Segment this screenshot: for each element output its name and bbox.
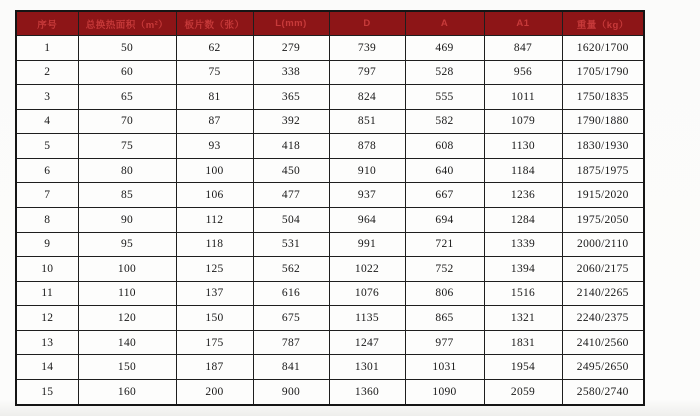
table-cell: 8 [16,207,78,232]
table-cell: 106 [176,183,253,208]
header-row [16,11,644,36]
spec-table [15,10,645,406]
table-cell: 1750/1835 [562,85,644,110]
table-cell: 100 [78,257,176,282]
table-cell: 120 [78,306,176,331]
table-cell: 140 [78,330,176,355]
table-cell: 847 [484,36,562,61]
table-cell: 200 [176,379,253,405]
table-cell: 1831 [484,330,562,355]
column-header: A [405,11,484,36]
table-cell: 187 [176,355,253,380]
table-cell: 1284 [484,207,562,232]
table-row [16,232,644,257]
table-cell: 469 [405,36,484,61]
table-cell: 11 [16,281,78,306]
table-cell: 555 [405,85,484,110]
table-cell: 824 [329,85,405,110]
table-row [16,379,644,405]
table-cell: 2410/2560 [562,330,644,355]
table-cell: 1954 [484,355,562,380]
table-cell: 150 [78,355,176,380]
table-cell: 65 [78,85,176,110]
table-cell: 2060/2175 [562,257,644,282]
table-cell: 616 [253,281,329,306]
table-cell: 87 [176,109,253,134]
table-cell: 81 [176,85,253,110]
table-cell: 2580/2740 [562,379,644,405]
column-header: 重量（kg） [562,11,644,36]
table-cell: 90 [78,207,176,232]
table-cell: 1339 [484,232,562,257]
table-cell: 1790/1880 [562,109,644,134]
table-cell: 1076 [329,281,405,306]
table-cell: 1705/1790 [562,60,644,85]
table-row [16,355,644,380]
table-cell: 582 [405,109,484,134]
table-cell: 175 [176,330,253,355]
table-cell: 70 [78,109,176,134]
table-cell: 787 [253,330,329,355]
table-cell: 851 [329,109,405,134]
table-cell: 95 [78,232,176,257]
table-cell: 60 [78,60,176,85]
table-cell: 365 [253,85,329,110]
table-cell: 418 [253,134,329,159]
table-cell: 80 [78,158,176,183]
table-row [16,158,644,183]
table-head [16,11,644,36]
table-cell: 160 [78,379,176,405]
table-cell: 865 [405,306,484,331]
table-cell: 477 [253,183,329,208]
table-cell: 739 [329,36,405,61]
table-row [16,109,644,134]
table-row [16,330,644,355]
column-header: A1 [484,11,562,36]
column-header: 板片数（张） [176,11,253,36]
table-cell: 1090 [405,379,484,405]
table-cell: 1 [16,36,78,61]
table-cell: 1321 [484,306,562,331]
table-cell: 797 [329,60,405,85]
table-cell: 1079 [484,109,562,134]
table-cell: 4 [16,109,78,134]
table-cell: 1915/2020 [562,183,644,208]
table-cell: 125 [176,257,253,282]
table-cell: 1620/1700 [562,36,644,61]
column-header: D [329,11,405,36]
table-cell: 608 [405,134,484,159]
table-cell: 75 [176,60,253,85]
table-cell: 85 [78,183,176,208]
table-cell: 13 [16,330,78,355]
table-row [16,207,644,232]
table-row [16,36,644,61]
table-cell: 392 [253,109,329,134]
table-cell: 910 [329,158,405,183]
column-header: L(mm) [253,11,329,36]
table-cell: 562 [253,257,329,282]
table-cell: 937 [329,183,405,208]
table-cell: 991 [329,232,405,257]
table-body [16,36,644,406]
table-cell: 5 [16,134,78,159]
table-cell: 900 [253,379,329,405]
table-cell: 675 [253,306,329,331]
table-cell: 504 [253,207,329,232]
table-cell: 531 [253,232,329,257]
table-cell: 1011 [484,85,562,110]
table-cell: 1394 [484,257,562,282]
table-cell: 956 [484,60,562,85]
table-cell: 667 [405,183,484,208]
table-cell: 721 [405,232,484,257]
table-cell: 2000/2110 [562,232,644,257]
table-cell: 10 [16,257,78,282]
table-cell: 752 [405,257,484,282]
table-cell: 1247 [329,330,405,355]
table-cell: 450 [253,158,329,183]
table-cell: 110 [78,281,176,306]
table-cell: 2059 [484,379,562,405]
table-cell: 75 [78,134,176,159]
table-row [16,60,644,85]
table-cell: 977 [405,330,484,355]
table-cell: 7 [16,183,78,208]
table-cell: 12 [16,306,78,331]
table-cell: 1022 [329,257,405,282]
table-cell: 878 [329,134,405,159]
table-cell: 2140/2265 [562,281,644,306]
table-cell: 1031 [405,355,484,380]
table-cell: 279 [253,36,329,61]
table-row [16,134,644,159]
table-cell: 1184 [484,158,562,183]
table-row [16,281,644,306]
table-cell: 2 [16,60,78,85]
table-cell: 1236 [484,183,562,208]
table-cell: 2495/2650 [562,355,644,380]
table-cell: 93 [176,134,253,159]
table-cell: 2240/2375 [562,306,644,331]
table-cell: 1975/2050 [562,207,644,232]
table-cell: 841 [253,355,329,380]
table-cell: 50 [78,36,176,61]
table-cell: 137 [176,281,253,306]
table-cell: 118 [176,232,253,257]
table-cell: 694 [405,207,484,232]
table-cell: 112 [176,207,253,232]
table-cell: 100 [176,158,253,183]
table-cell: 1130 [484,134,562,159]
table-row [16,183,644,208]
table-cell: 640 [405,158,484,183]
column-header: 序号 [16,11,78,36]
table-cell: 1875/1975 [562,158,644,183]
table-row [16,85,644,110]
table-cell: 62 [176,36,253,61]
table-cell: 1135 [329,306,405,331]
table-row [16,306,644,331]
table-cell: 3 [16,85,78,110]
table-cell: 9 [16,232,78,257]
table-cell: 6 [16,158,78,183]
table-cell: 806 [405,281,484,306]
column-header: 总换热面积（m²） [78,11,176,36]
table-cell: 150 [176,306,253,331]
table-row [16,257,644,282]
table-cell: 1301 [329,355,405,380]
table-cell: 1516 [484,281,562,306]
table-cell: 338 [253,60,329,85]
table-cell: 14 [16,355,78,380]
table-cell: 964 [329,207,405,232]
table-cell: 528 [405,60,484,85]
table-cell: 1830/1930 [562,134,644,159]
table-cell: 15 [16,379,78,405]
table-cell: 1360 [329,379,405,405]
